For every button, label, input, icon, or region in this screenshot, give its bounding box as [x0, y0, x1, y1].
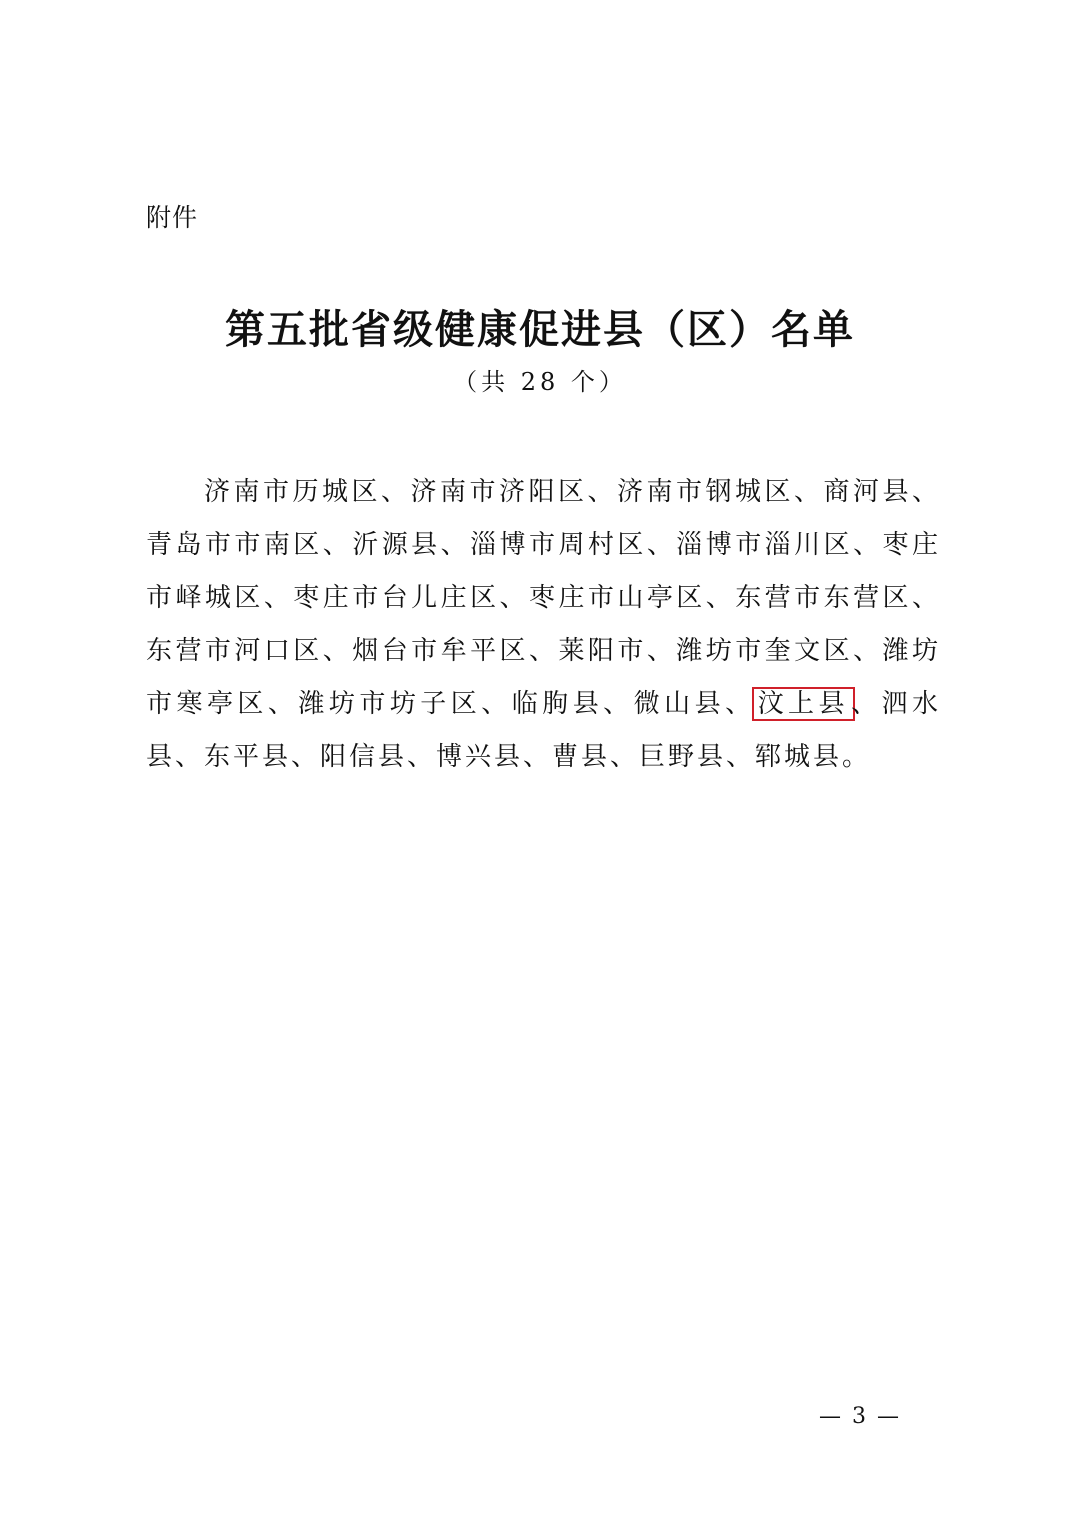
- document-subtitle: （共 28 个）: [453, 368, 627, 396]
- county-list-paragraph: [146, 466, 941, 784]
- county-list-text: 济南市历城区、济南市济阳区、济南市钢城区、商河县、青岛市市南区、沂源县、淄博市周村区、淄博市淄川区、枣庄市峄城区、枣庄市台儿庄区、枣庄市山亭区、东营市东营区、东营市河口区、烟台市牟平区、莱阳市、潍坊市奎文区、潍坊市寒亭区、潍坊市坊子区、临朐县、微山县、: [146, 477, 941, 719]
- highlighted-county: 汶上县: [752, 687, 855, 721]
- attachment-label: 附件: [146, 203, 199, 232]
- county-list-text-end: 、泗水县、东平县、阳信县、博兴县、曹县、巨野县、郓城县。: [146, 689, 941, 772]
- page-number: — 3 —: [819, 1404, 901, 1429]
- document-title: 第五批省级健康促进县（区）名单: [225, 306, 855, 353]
